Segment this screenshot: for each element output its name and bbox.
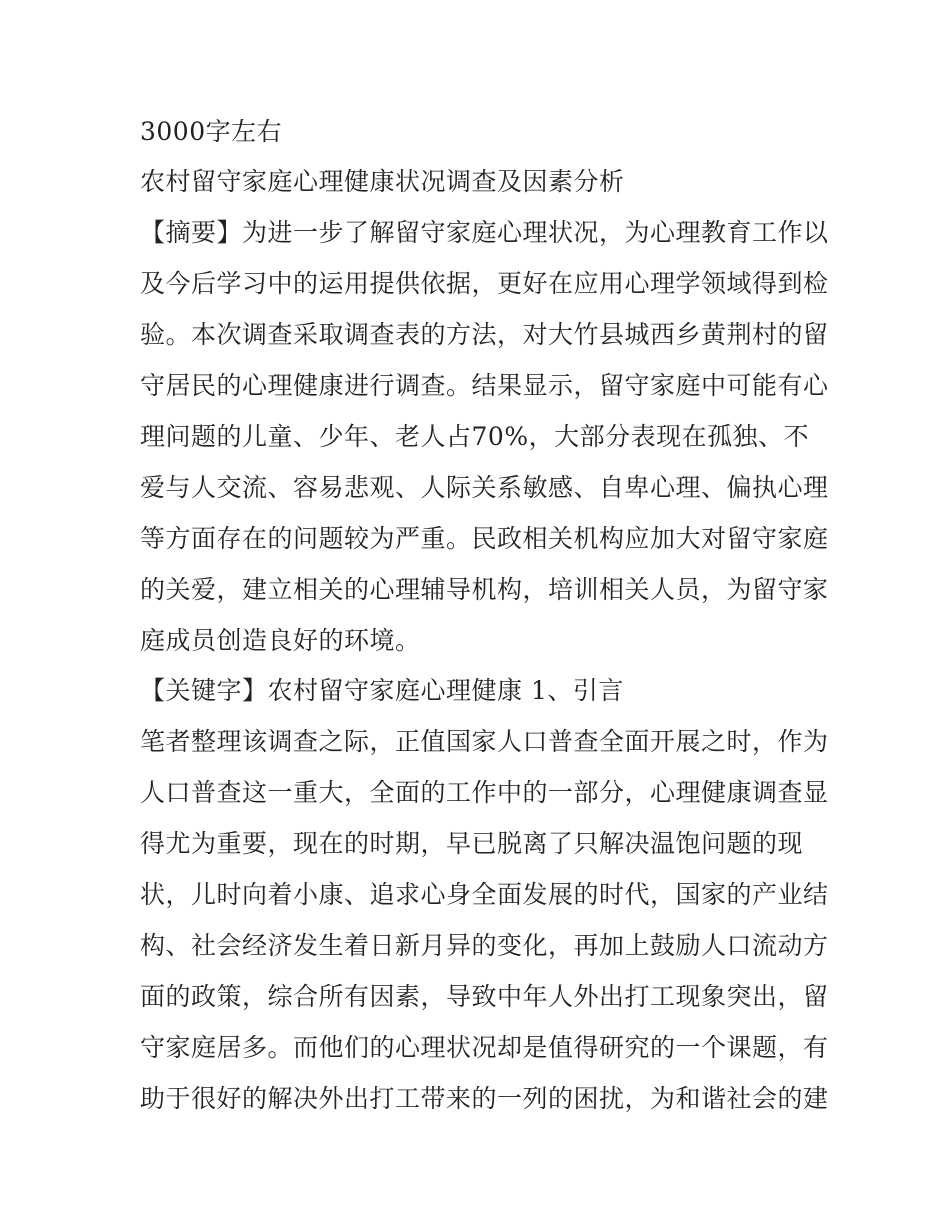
body-line: 守家庭居多。而他们的心理状况却是值得研究的一个课题，有 <box>140 1033 829 1062</box>
body-line: 得尤为重要，现在的时期，早已脱离了只解决温饱问题的现 <box>140 829 804 858</box>
abstract-line: 理问题的儿童、少年、老人占70%，大部分表现在孤独、不 <box>140 422 810 451</box>
abstract-line: 庭成员创造良好的环境。 <box>140 626 421 655</box>
body-line: 笔者整理该调查之际，正值国家人口普查全面开展之时，作为 <box>140 727 829 756</box>
abstract-line: 等方面存在的问题较为严重。民政相关机构应加大对留守家庭 <box>140 524 829 553</box>
abstract-line: 及今后学习中的运用提供依据，更好在应用心理学领域得到检 <box>140 269 829 298</box>
body-line: 面的政策，综合所有因素，导致中年人外出打工现象突出，留 <box>140 982 829 1011</box>
abstract-line: 守居民的心理健康进行调查。结果显示，留守家庭中可能有心 <box>140 371 829 400</box>
body-line: 构、社会经济发生着日新月异的变化，再加上鼓励人口流动方 <box>140 931 829 960</box>
keywords-line: 【关键字】农村留守家庭心理健康 1、引言 <box>140 676 624 705</box>
word-count-note: 3000字左右 <box>140 117 283 146</box>
body-line: 人口普查这一重大，全面的工作中的一部分，心理健康调查显 <box>140 778 829 807</box>
document-title: 农村留守家庭心理健康状况调查及因素分析 <box>140 167 625 196</box>
body-line: 助于很好的解决外出打工带来的一列的困扰，为和谐社会的建 <box>140 1084 829 1113</box>
body-line: 状，儿时向着小康、追求心身全面发展的时代，国家的产业结 <box>140 880 829 909</box>
abstract-line: 【摘要】为进一步了解留守家庭心理状况，为心理教育工作以 <box>140 218 829 247</box>
abstract-line: 的关爱，建立相关的心理辅导机构，培训相关人员，为留守家 <box>140 575 829 604</box>
abstract-line: 验。本次调查采取调查表的方法，对大竹县城西乡黄荆村的留 <box>140 320 829 349</box>
abstract-line: 爱与人交流、容易悲观、人际关系敏感、自卑心理、偏执心理 <box>140 473 829 502</box>
